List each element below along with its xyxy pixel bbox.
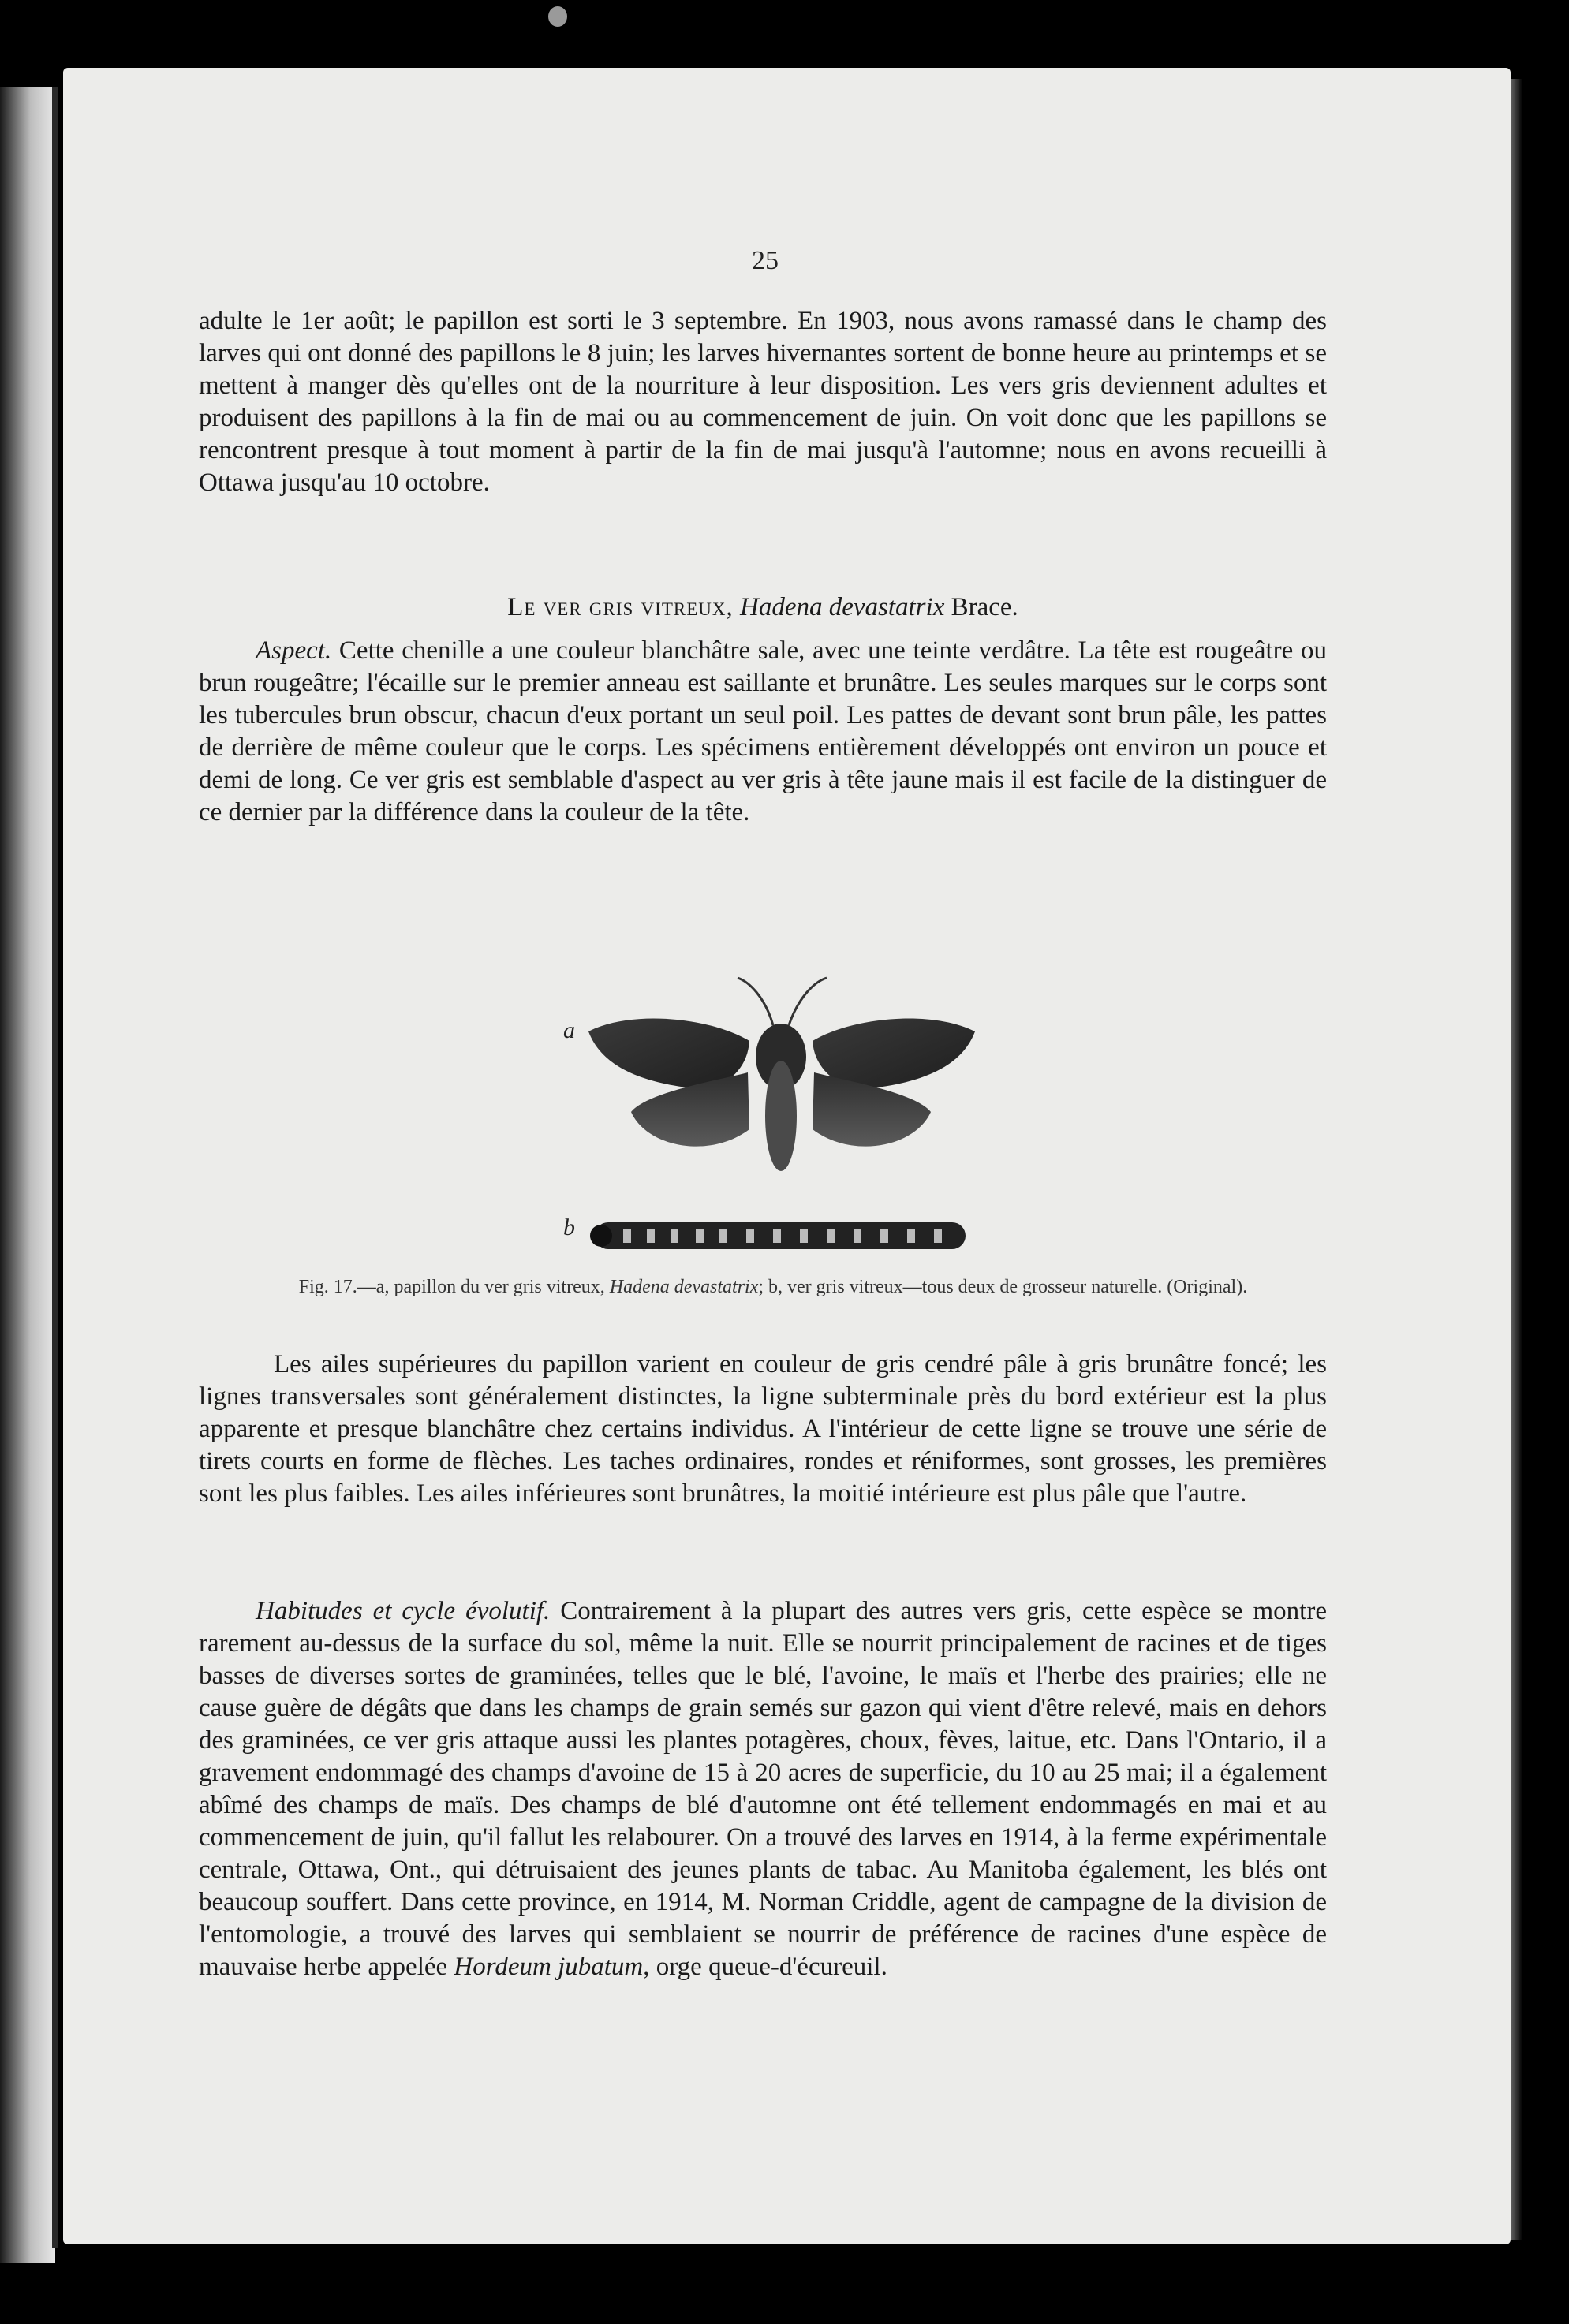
habits-paragraph [199,1595,1327,1983]
wings-paragraph: Les ailes supérieures du papillon varient en couleur de gris cendré pâle à gris brunâtre foncé; les lignes transversales sont généralement distinctes, la ligne subterminale près du bord extérieur est la plus apparente et presque blanchâtre chez certains individus. A l'intérieur de cette ligne se trouve une série de tirets courts en forme de flèches. Les taches ordinaires, rondes et réniformes, sont grosses, les premières sont les plus faibles. Les ailes inférieures sont brunâtres, la moitié intérieure est plus pâle que l'autre. [199,1350,1327,1508]
scan-mark [548,6,567,27]
figure-moth-and-caterpillar [513,923,1049,1254]
heading-scientific-name: Hadena devastatrix [739,593,945,621]
caption-part-1: Fig. 17.—a, papillon du ver gris vitreux, [298,1277,610,1297]
paragraph-continuation: adulte le 1er août; le papillon est sorti le 3 septembre. En 1903, nous avons ramassé dans le champ des larves qui ont donné des papillons le 8 juin; les larves hivernantes sortent de bonne heure au printemps et se mettent à manger dès qu'elles ont de la nourriture à leur disposition. Les vers gris deviennent adultes et produisent des papillons à la fin de mai ou au commencement de juin. On voit donc que les papillons se rencontrent presque à tout moment à partir de la fin de mai jusqu'à l'automne; nous en avons recueilli à Ottawa jusqu'au 10 octobre. [199,307,1327,497]
book-gutter [52,87,58,2248]
page-number: 25 [752,246,779,275]
figure-caption [229,1275,1317,1299]
habits-text-2: , orge queue-d'écureuil. [643,1953,887,1981]
figure-label-a: a [563,1017,575,1043]
section-heading [199,593,1327,622]
aspect-lead: Aspect. [256,636,332,665]
aspect-paragraph [199,635,1327,829]
caption-italic: Hadena devastatrix [609,1277,759,1297]
caption-part-2: ; b, ver gris vitreux—tous deux de grosseur naturelle. (Original). [758,1277,1248,1297]
adjacent-page-edge [0,87,55,2263]
caterpillar-illustration [590,1222,966,1249]
habits-italic-term: Hordeum jubatum [454,1953,644,1981]
heading-common-name: Le ver gris vitreux, [507,593,734,621]
aspect-text: Cette chenille a une couleur blanchâtre sale, avec une teinte verdâtre. La tête est rougeâtre ou brun rougeâtre; l'écaille sur le premier anneau est saillante et brunâtre. Les seules marques sur le corps sont les tubercules brun obscur, chacun d'eux portant un seul poil. Les pattes de devant sont brun pâle, les pattes de derrière de même couleur que le corps. Les spécimens entièrement développés ont environ un pouce et demi de long. Ce ver gris est semblable d'aspect au ver gris à tête jaune mais il est facile de la distinguer de ce dernier par la différence dans la couleur de la tête. [199,636,1327,826]
heading-author: Brace. [951,593,1018,621]
habits-text-1: Contrairement à la plupart des autres vers gris, cette espèce se montre rarement au-dessus de la surface du sol, même la nuit. Elle se nourrit principalement de racines et de tiges basses de diverses sortes de graminées, telles que le blé, l'avoine, le maïs et l'herbe des prairies; elle ne cause guère de dégâts que dans les champs de grain semés sur gazon qui vient d'être relevé, mais en dehors des graminées, ce ver gris attaque aussi les plantes potagères, choux, fèves, laitue, etc. Dans l'Ontario, il a gravement endommagé des champs d'avoine de 15 à 20 acres de superficie, du 10 au 25 mai; il a également abîmé des champs de maïs. Des champs de blé d'automne ont été tellement endommagés en mai et au commencement de juin, qu'il fallut les relabourer. On a trouvé des larves en 1914, à la ferme expérimentale centrale, Ottawa, Ont., qui détruisaient des jeunes plants de tabac. Au Manitoba également, les blés ont beaucoup souffert. Dans cette province, en 1914, M. Norman Criddle, agent de campagne de la division de l'entomologie, a trouvé des larves qui semblaient se nourrir de préférence de racines d'une espèce de mauvaise herbe appelée [199,1597,1327,1981]
habits-lead: Habitudes et cycle évolutif. [256,1597,551,1625]
figure-label-b: b [563,1214,575,1240]
moth-illustration [588,978,975,1171]
